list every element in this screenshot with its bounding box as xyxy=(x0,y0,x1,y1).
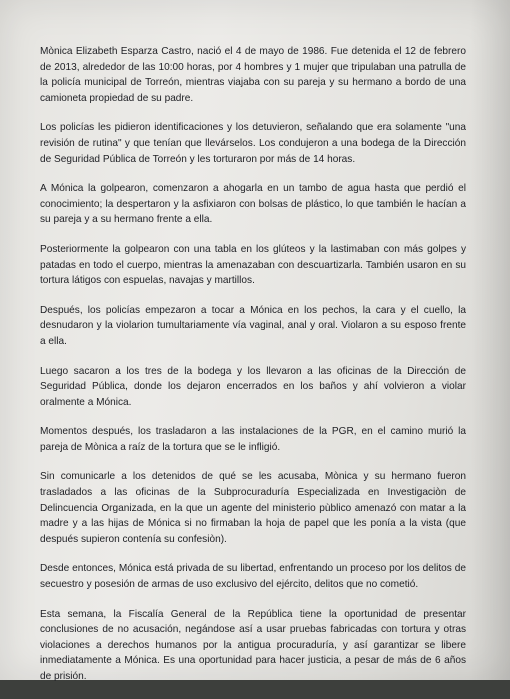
paragraph-3: A Mónica la golpearon, comenzaron a ahogarla en un tambo de agua hasta que perdió el conocimiento; la despertaron y la asfixiaron con bolsas de plástico, lo que también le hacían a su pareja y a su hermano frente a ella. xyxy=(40,183,466,226)
document-body xyxy=(40,44,466,699)
paragraph-1: Mònica Elizabeth Esparza Castro, nació el 4 de mayo de 1986. Fue detenida el 12 de febrero de 2013, alrededor de las 10:00 horas, por 4 hombres y 1 mujer que tripulaban una patrulla de la policía municipal de Torreón, mientras viajaba con su pareja y su hermano a bordo de una camioneta propiedad de su padre. xyxy=(40,46,466,104)
page-edge-shadow xyxy=(470,0,510,680)
paragraph-7: Momentos después, los trasladaron a las instalaciones de la PGR, en el camino murió la pareja de Mònica a raíz de la tortura que se le infligió. xyxy=(40,426,466,453)
paragraph-8: Sin comunicarle a los detenidos de qué se les acusaba, Mònica y su hermano fueron trasladados a las oficinas de la Subprocuraduría Especializada en Investigaciòn de Delincuencia Organizada, en la que un agente del ministerio pùblico amenazó con matar a la madre y a las hijas de Mónica si no firmaban la hoja de papel que les ponía a la vista (que después supieron contenía su confesiòn). xyxy=(40,471,466,545)
paragraph-4: Posteriormente la golpearon con una tabla en los glúteos y la lastimaban con más golpes y patadas en todo el cuerpo, mientras la amenazaban con descuartizarla. También usaron en su tortura látigos con espuelas, navajas y martillos. xyxy=(40,243,466,287)
paragraph-6: Luego sacaron a los tres de la bodega y los llevaron a las oficinas de la Dirección de Seguridad Pública, donde los dejaron encerrados en los baños y ahí volvieron a violar oralmente a Mónica. xyxy=(40,365,466,408)
paragraph-5: Después, los policías empezaron a tocar a Mónica en los pechos, la cara y el cuello, la desnudaron y la violarion tumultariamente vía vaginal, anal y oral. Violaron a su esposo frente a ella. xyxy=(40,304,466,347)
paragraph-10: Esta semana, la Fiscalía General de la República tiene la oportunidad de presentar conclusiones de no acusación, negándose así a usar pruebas fabricadas con tortura y otras violaciones a derechos humanos por la antigua procuraduría, y así garantizar se libere inmediatamente a Mónica. Es una oportunidad para hacer justicia, a pesar de más de 6 años de prisión. xyxy=(40,608,466,682)
paragraph-2: Los policías les pidieron identificaciones y los detuvieron, señalando que era solamente "una revisión de rutina" y que tenían que llevárselos. Los condujeron a una bodega de la Dirección de Seguridad Pública de Torreón y les torturaron por más de 14 horas. xyxy=(40,122,466,165)
paragraph-9: Desde entonces, Mónica está privada de su libertad, enfrentando un proceso por los delitos de secuestro y posesión de armas de uso exclusivo del ejército, delitos que no cometió. xyxy=(40,563,466,591)
